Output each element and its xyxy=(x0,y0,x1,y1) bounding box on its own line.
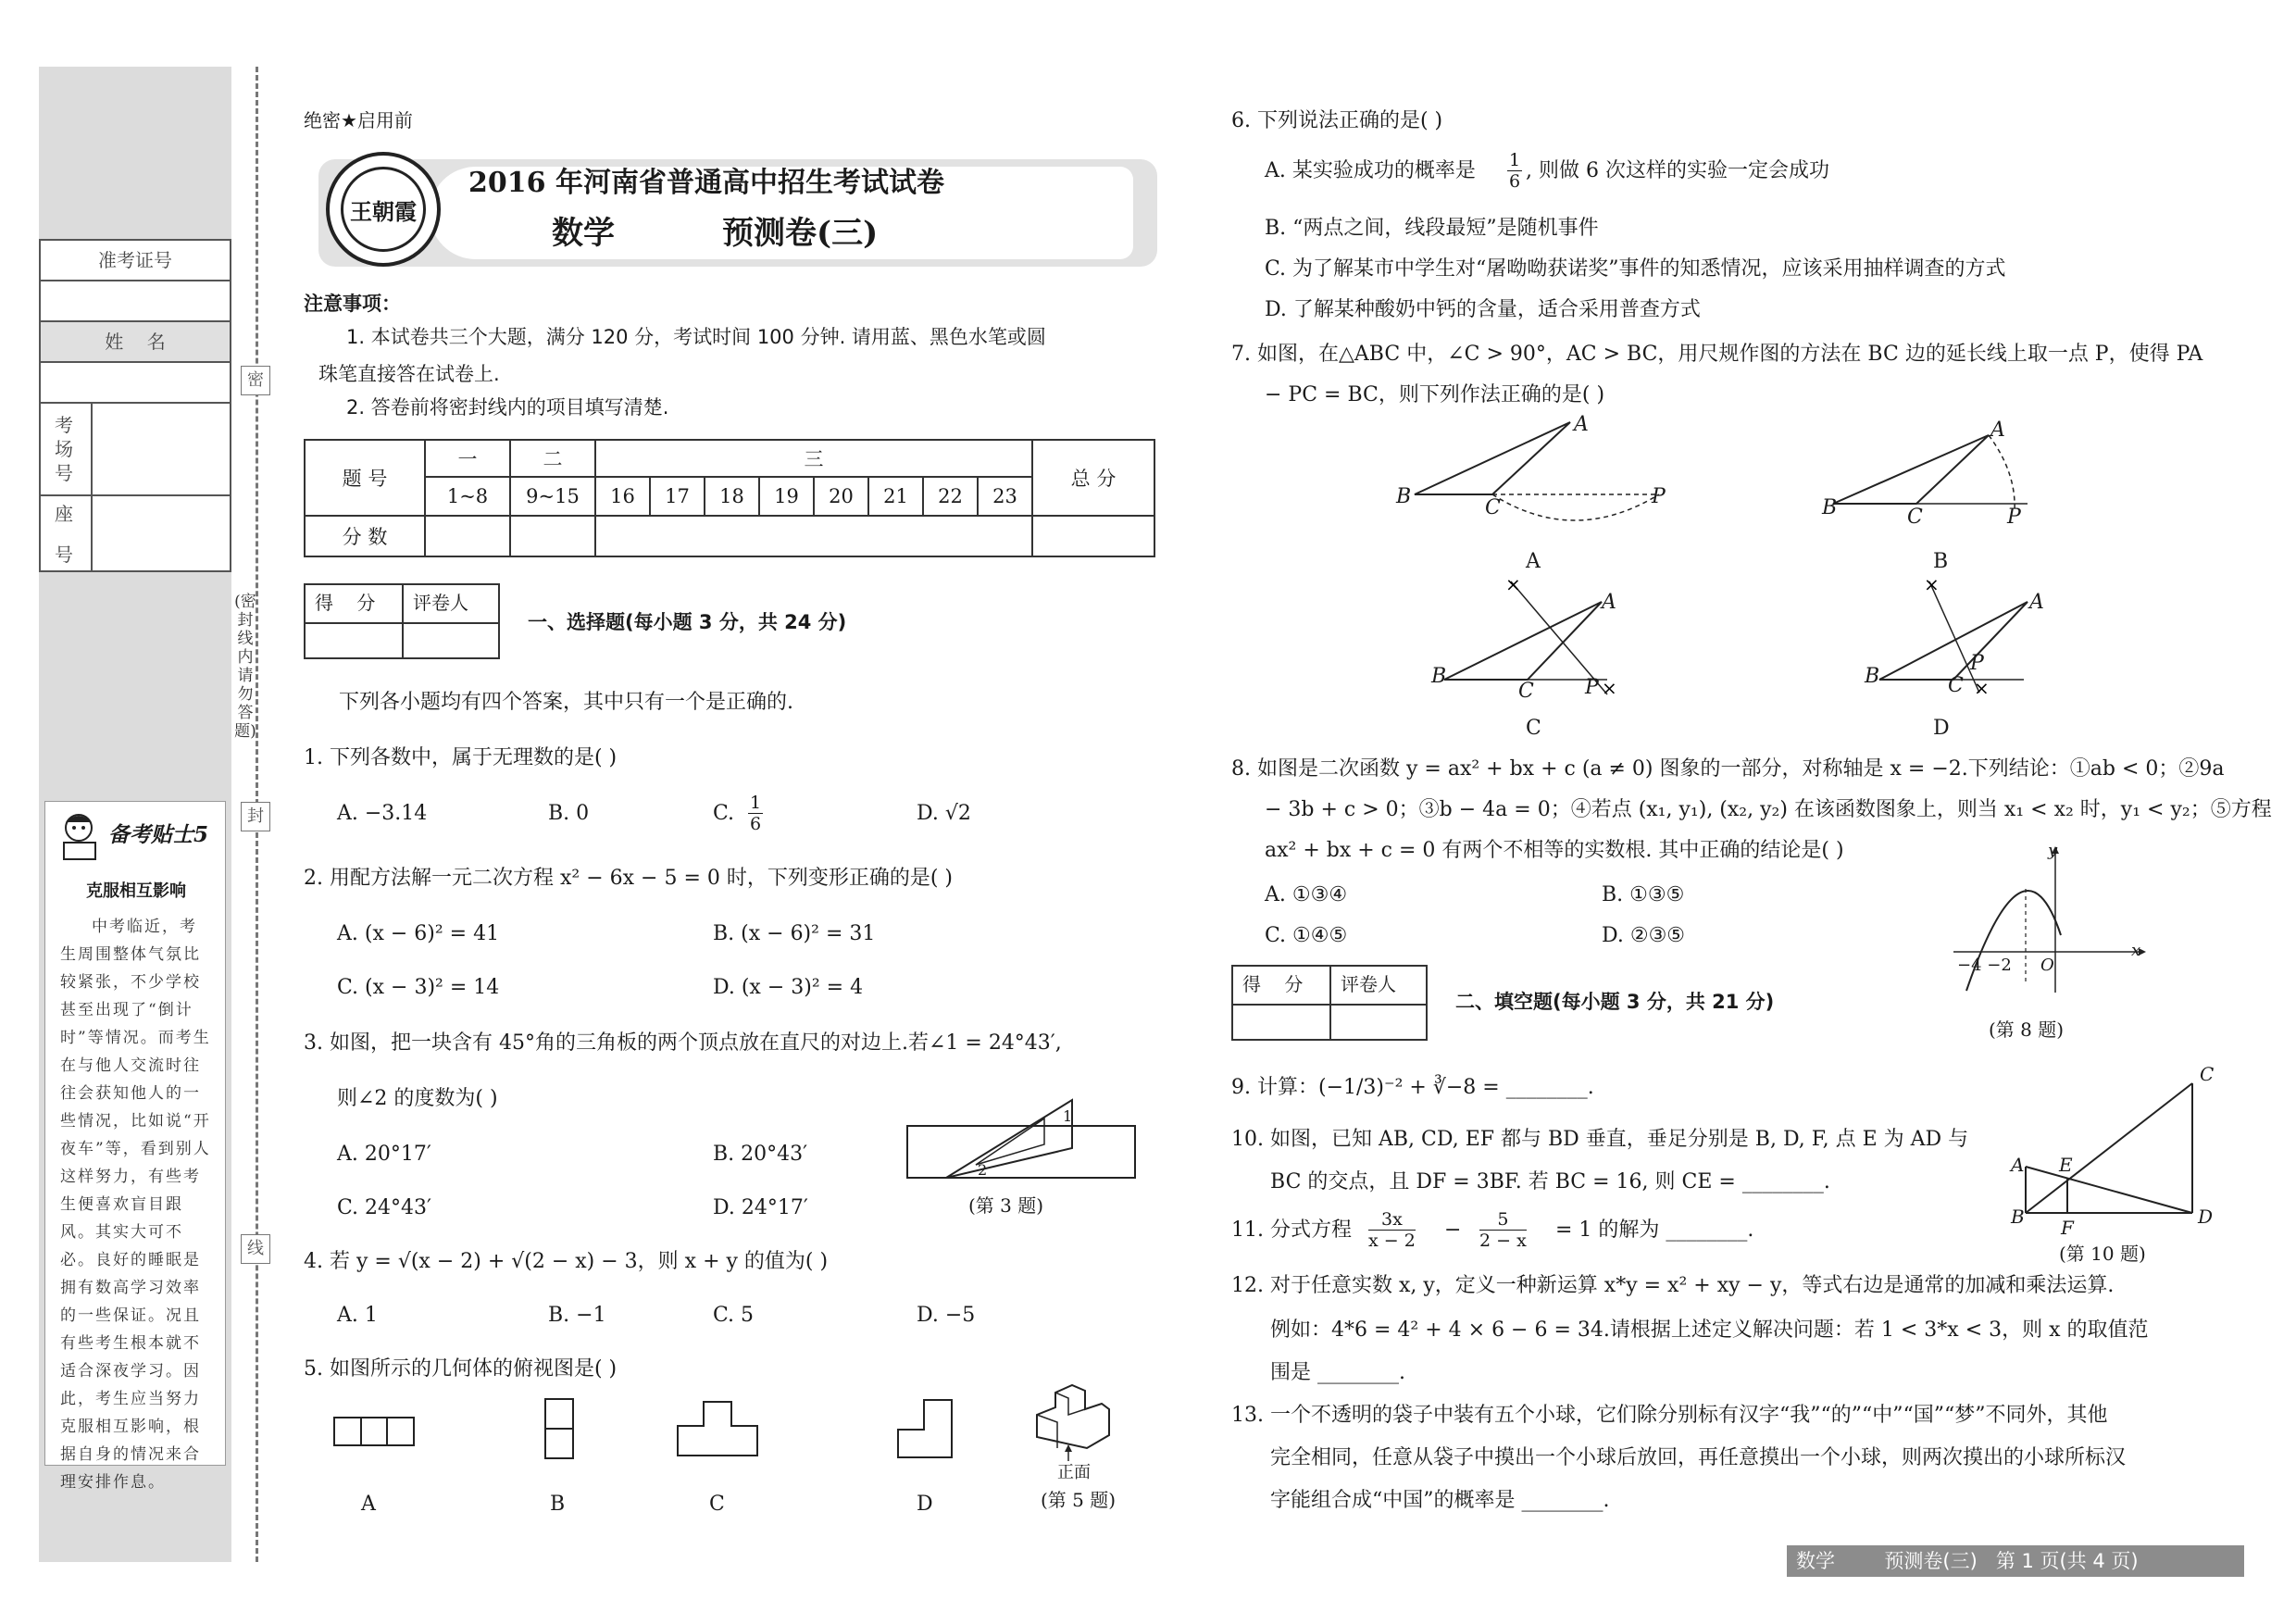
q10-pt-c: C xyxy=(2200,1063,2215,1085)
q1-option-d: D. √2 xyxy=(917,802,971,825)
q2-option-b: B. (x − 6)² = 31 xyxy=(713,922,876,945)
seat-row xyxy=(41,496,230,570)
section1-intro: 下列各小题均有四个答案，其中只有一个是正确的. xyxy=(339,691,793,714)
q10-pt-a: A xyxy=(2011,1154,2025,1176)
q7-label-c: C xyxy=(1526,717,1541,740)
q1-stem: 1. 下列各数中，属于无理数的是( ) xyxy=(304,746,618,769)
score-row1-label: 题 号 xyxy=(305,440,425,516)
q7-label-b: B xyxy=(1933,550,1949,573)
grader-score-label: 得 分 xyxy=(1242,973,1304,995)
score-num: 18 xyxy=(705,477,759,516)
q6-option-a-post: , 则做 6 次这样的实验一定会成功 xyxy=(1526,159,1829,182)
q3-option-a: A. 20°17′ xyxy=(337,1143,431,1166)
secret-marker: 绝密★启用前 xyxy=(304,109,413,131)
q8-option-a: A. ①③④ xyxy=(1265,883,1348,906)
fraction-numerator: 1 xyxy=(750,793,762,813)
q8-caption: (第 8 题) xyxy=(1989,1018,2065,1041)
q5-front-label: 正面 xyxy=(1057,1463,1091,1482)
q12-line3: 围是 ________. xyxy=(1270,1361,1405,1384)
q3-stem-line2: 则∠2 的度数为( ) xyxy=(337,1087,498,1110)
name-label-row xyxy=(41,322,230,363)
q7c-pt-p: P xyxy=(1585,676,1599,699)
q11-minus: − xyxy=(1444,1218,1462,1242)
q10-caption: (第 10 题) xyxy=(2059,1243,2146,1265)
q13-line1: 13. 一个不透明的袋子中装有五个小球，它们除分别标有汉字“我”“的”“中”“国”“梦”不同外，其他 xyxy=(1231,1404,2108,1427)
seal-char-feng: 封 xyxy=(241,802,270,831)
q12-line1: 12. 对于任意实数 x, y，定义一种新运算 x*y = x² + xy − y，等式右边是通常的加减和乘法运算. xyxy=(1231,1274,2115,1297)
score-num: 19 xyxy=(759,477,814,516)
svg-text:×: × xyxy=(1505,573,1521,595)
q5-caption: (第 5 题) xyxy=(1041,1489,1117,1511)
grader-score-label: 得 分 xyxy=(315,592,376,614)
fraction-numerator: 5 xyxy=(1479,1209,1527,1231)
score-num: 22 xyxy=(923,477,978,516)
q8-option-d: D. ②③⑤ xyxy=(1602,924,1686,947)
q11-fraction-1 xyxy=(1368,1209,1416,1251)
score-row2-label: 分 数 xyxy=(305,516,425,556)
score-sec3: 三 xyxy=(595,440,1032,477)
q8-option-b: B. ①③⑤ xyxy=(1602,883,1685,906)
q1-option-c: C. xyxy=(713,802,735,825)
q3-ruler-triangle-figure xyxy=(905,1093,1139,1185)
score-sec2: 二 xyxy=(510,440,595,477)
q13-line3: 字能组合成“中国”的概率是 ________. xyxy=(1270,1489,1610,1512)
score-cell[interactable] xyxy=(595,516,1032,556)
q4-option-b: B. −1 xyxy=(548,1304,606,1327)
section2-title: 二、填空题(每小题 3 分，共 21 分) xyxy=(1455,991,1775,1013)
q7c-pt-c: C xyxy=(1518,680,1534,703)
q7a-pt-b: B xyxy=(1396,485,1412,508)
fraction-numerator: 1 xyxy=(1509,150,1521,170)
q10-line1: 10. 如图，已知 AB, CD, EF 都与 BD 垂直，垂足分别是 B, D, F, 点 E 为 AD 与 xyxy=(1231,1128,1969,1151)
q6-stem: 6. 下列说法正确的是( ) xyxy=(1231,109,1443,132)
q3-caption: (第 3 题) xyxy=(968,1194,1044,1217)
exam-room-field[interactable] xyxy=(91,404,93,494)
q10-pt-e: E xyxy=(2059,1154,2073,1176)
footer-text: 数学 预测卷(三) 第 1 页(共 4 页) xyxy=(1796,1550,2139,1572)
q2-option-c: C. (x − 3)² = 14 xyxy=(337,976,500,999)
name-label: 姓 名 xyxy=(105,331,166,353)
fraction-numerator: 3x xyxy=(1368,1209,1416,1231)
exam-title: 2016 年河南省普通高中招生考试试卷 xyxy=(468,167,944,199)
q1-fraction xyxy=(748,793,763,834)
fraction-denominator: x − 2 xyxy=(1368,1231,1416,1251)
q11-stem-pre: 11. 分式方程 xyxy=(1231,1218,1352,1242)
fraction-denominator: 2 − x xyxy=(1479,1231,1527,1251)
q11-fraction-2 xyxy=(1479,1209,1527,1251)
score-cell[interactable] xyxy=(510,516,595,556)
q7a-pt-a: A xyxy=(1574,413,1589,436)
q2-option-d: D. (x − 3)² = 4 xyxy=(713,976,864,999)
seal-note: (密封线内请勿答题) xyxy=(234,593,256,741)
q2-option-a: A. (x − 6)² = 41 xyxy=(337,922,500,945)
fraction-denominator: 6 xyxy=(1509,171,1521,192)
svg-text:×: × xyxy=(1924,573,1940,595)
q1-option-b: B. 0 xyxy=(548,802,590,825)
exam-room-row xyxy=(41,404,230,496)
q7d-pt-b: B xyxy=(1865,665,1880,688)
q8-origin: O xyxy=(2040,956,2054,975)
tips-title: 备考贴士5 xyxy=(108,822,209,847)
q7-stem-line2: − PC = BC，则下列作法正确的是( ) xyxy=(1265,383,1605,406)
q8-axis-x: x xyxy=(2131,941,2141,960)
q7c-pt-a: A xyxy=(1602,591,1616,614)
q7-label-a: A xyxy=(1526,550,1541,573)
score-num: 21 xyxy=(868,477,923,516)
name-field[interactable] xyxy=(41,363,230,404)
q5-stem: 5. 如图所示的几何体的俯视图是( ) xyxy=(304,1357,618,1381)
q4-stem: 4. 若 y = √(x − 2) + √(2 − x) − 3，则 x + y 的值为( ) xyxy=(304,1250,829,1273)
q8-parabola-figure xyxy=(1944,843,2148,1000)
grader-box xyxy=(304,583,500,659)
score-num: 20 xyxy=(814,477,868,516)
grader-reviewer-label: 评卷人 xyxy=(413,592,468,614)
q5-view-b xyxy=(544,1398,576,1463)
page-footer xyxy=(1787,1545,2244,1577)
score-sec1: 一 xyxy=(425,440,510,477)
paper-title: 预测卷(三) xyxy=(722,215,879,252)
q10-pt-b: B xyxy=(2011,1206,2025,1228)
score-cell[interactable] xyxy=(425,516,510,556)
q7-construction-a xyxy=(1389,407,1685,537)
q5-view-a xyxy=(333,1417,417,1448)
publisher-logo xyxy=(326,152,441,267)
q3-angle2-label: 2 xyxy=(978,1161,988,1179)
notice-title: 注意事项： xyxy=(304,293,401,315)
q4-option-c: C. 5 xyxy=(713,1304,755,1327)
exam-no-label: 准考证号 xyxy=(98,249,172,271)
score-num: 23 xyxy=(978,477,1032,516)
q6-option-d: D. 了解某种酸奶中钙的含量，适合采用普查方式 xyxy=(1265,298,1701,321)
q6-option-b: B. “两点之间，线段最短”是随机事件 xyxy=(1265,217,1599,240)
logo-text: 王朝霞 xyxy=(341,167,426,252)
q7-label-d: D xyxy=(1933,717,1950,740)
q7d-pt-c: C xyxy=(1948,674,1964,697)
notice-item2: 2. 答卷前将密封线内的项目填写清楚. xyxy=(346,396,669,419)
score-range2: 9~15 xyxy=(510,477,595,516)
score-num: 16 xyxy=(595,477,650,516)
q7b-pt-p: P xyxy=(2007,506,2021,529)
q3-option-d: D. 24°17′ xyxy=(713,1196,808,1219)
q7d-pt-p: P xyxy=(1970,652,1984,675)
q7b-pt-a: A xyxy=(1990,419,2005,442)
q5-label-b: B xyxy=(550,1493,566,1516)
q7a-pt-p: P xyxy=(1652,485,1666,508)
q6-fraction xyxy=(1507,150,1522,192)
notice-item1-line2: 珠笔直接答在试卷上. xyxy=(318,363,500,385)
q3-stem-line1: 3. 如图，把一块含有 45°角的三角板的两个顶点放在直尺的对边上.若∠1 = 24°43′, xyxy=(304,1031,1062,1055)
q6-option-c: C. 为了解某市中学生对“屠呦呦获诺奖”事件的知悉情况，应该采用抽样调查的方式 xyxy=(1265,257,2006,281)
grader-reviewer-label: 评卷人 xyxy=(1341,973,1396,995)
q1-option-a: A. −3.14 xyxy=(337,802,428,825)
q3-option-b: B. 20°43′ xyxy=(713,1143,808,1166)
q4-option-d: D. −5 xyxy=(917,1304,976,1327)
q11-stem-post: = 1 的解为 ________. xyxy=(1555,1218,1754,1242)
q8-stem-line1: 8. 如图是二次函数 y = ax² + bx + c (a ≠ 0) 图象的一部分，对称轴是 x = −2.下列结论：①ab < 0；②9a xyxy=(1231,757,2225,781)
q3-option-c: C. 24°43′ xyxy=(337,1196,432,1219)
grader-box xyxy=(1231,965,1428,1041)
exam-no-label-row xyxy=(41,241,230,281)
tips-header xyxy=(51,809,221,861)
q2-stem: 2. 用配方法解一元二次方程 x² − 6x − 5 = 0 时，下列变形正确的是( ) xyxy=(304,867,954,890)
tips-box xyxy=(44,801,226,1492)
q7-construction-c xyxy=(1426,573,1666,715)
exam-no-field[interactable] xyxy=(41,281,230,322)
q3-angle1-label: 1 xyxy=(1063,1107,1073,1125)
seat-field[interactable] xyxy=(91,496,93,570)
tips-body: 中考临近，考生周围整体气氛比较紧张，不少学校甚至出现了“倒计时”等情况。而考生在与他人交流时往往会获知他人的一些情况，比如说“开夜车”等，看到别人这样努力，有些考生便喜欢盲目跟风。其实大可不必。良好的睡眠是拥有数高学习效率的一些保证。况且有些考生根本就不适合深夜学习。因此，考生应当努力克服相互影响，根据自身的情况来合理安排作息。 xyxy=(60,918,211,1492)
score-range1: 1~8 xyxy=(425,477,510,516)
q8-stem-line2: − 3b + c > 0；③b − 4a = 0；④若点 (x₁, y₁), (x₂, y₂) 在该函数图象上，则当 x₁ < x₂ 时，y₁ < y₂；⑤方程 xyxy=(1265,798,2272,821)
svg-text:×: × xyxy=(1974,677,1990,699)
q7-construction-d xyxy=(1861,573,2092,715)
notice-item1-line1: 1. 本试卷共三个大题，满分 120 分，考试时间 100 分钟. 请用蓝、黑色水笔或圆 xyxy=(346,326,1046,348)
q5-label-d: D xyxy=(917,1493,933,1516)
candidate-info-box xyxy=(39,239,231,572)
q7d-pt-a: A xyxy=(2029,591,2044,614)
seal-char-mi: 密 xyxy=(241,366,270,395)
exam-room-label: 考 场 号 xyxy=(55,414,73,484)
q8-ticks: −4 −2 xyxy=(1957,956,2012,975)
student-cartoon-icon xyxy=(51,809,106,861)
q10-pt-f: F xyxy=(2061,1217,2074,1239)
q7-stem-line1: 7. 如图，在△ABC 中，∠C > 90°，AC > BC，用尺规作图的方法在 BC 边的延长线上取一点 P，使得 PA xyxy=(1231,343,2203,366)
q8-stem-line3: ax² + bx + c = 0 有两个不相等的实数根. 其中正确的结论是( ) xyxy=(1265,839,1844,862)
q7c-pt-b: B xyxy=(1431,665,1447,688)
q5-label-a: A xyxy=(361,1493,376,1516)
q13-line2: 完全相同，任意从袋子中摸出一个小球后放回，再任意摸出一个小球，则两次摸出的小球所标汉 xyxy=(1270,1446,2127,1469)
tips-subtitle: 克服相互影响 xyxy=(86,881,186,901)
q8-axis-y: y xyxy=(2048,841,2058,860)
q7a-pt-c: C xyxy=(1485,496,1501,519)
seal-char-xian: 线 xyxy=(241,1234,270,1264)
q9-stem: 9. 计算：(−1/3)⁻² + ∛−8 = ________. xyxy=(1231,1076,1594,1099)
q8-option-c: C. ①④⑤ xyxy=(1265,924,1348,947)
q10-line2: BC 的交点，且 DF = 3BF. 若 BC = 16, 则 CE = ________. xyxy=(1270,1170,1830,1193)
q10-figure xyxy=(2016,1074,2202,1222)
subject-title: 数学 xyxy=(552,215,615,252)
score-num: 17 xyxy=(650,477,705,516)
q12-line2: 例如：4*6 = 4² + 4 × 6 − 6 = 34.请根据上述定义解决问题：若 1 < 3*x < 3，则 x 的取值范 xyxy=(1270,1318,2149,1342)
q5-label-c: C xyxy=(709,1493,725,1516)
score-total: 总 分 xyxy=(1032,440,1154,516)
q6-option-a-pre: A. 某实验成功的概率是 xyxy=(1265,159,1476,182)
svg-text:×: × xyxy=(1602,677,1617,699)
q5-view-c xyxy=(676,1400,761,1459)
q10-pt-d: D xyxy=(2198,1206,2214,1228)
score-cell[interactable] xyxy=(1032,516,1154,556)
q5-view-d xyxy=(896,1398,955,1461)
q7b-pt-c: C xyxy=(1907,506,1923,529)
q7b-pt-b: B xyxy=(1822,496,1838,519)
score-table xyxy=(304,439,1155,557)
section1-title: 一、选择题(每小题 3 分，共 24 分) xyxy=(528,611,847,633)
seat-label: 座 号 xyxy=(55,503,73,566)
q5-solid-figure xyxy=(1033,1383,1113,1467)
q4-option-a: A. 1 xyxy=(337,1304,378,1327)
fraction-denominator: 6 xyxy=(750,814,762,834)
